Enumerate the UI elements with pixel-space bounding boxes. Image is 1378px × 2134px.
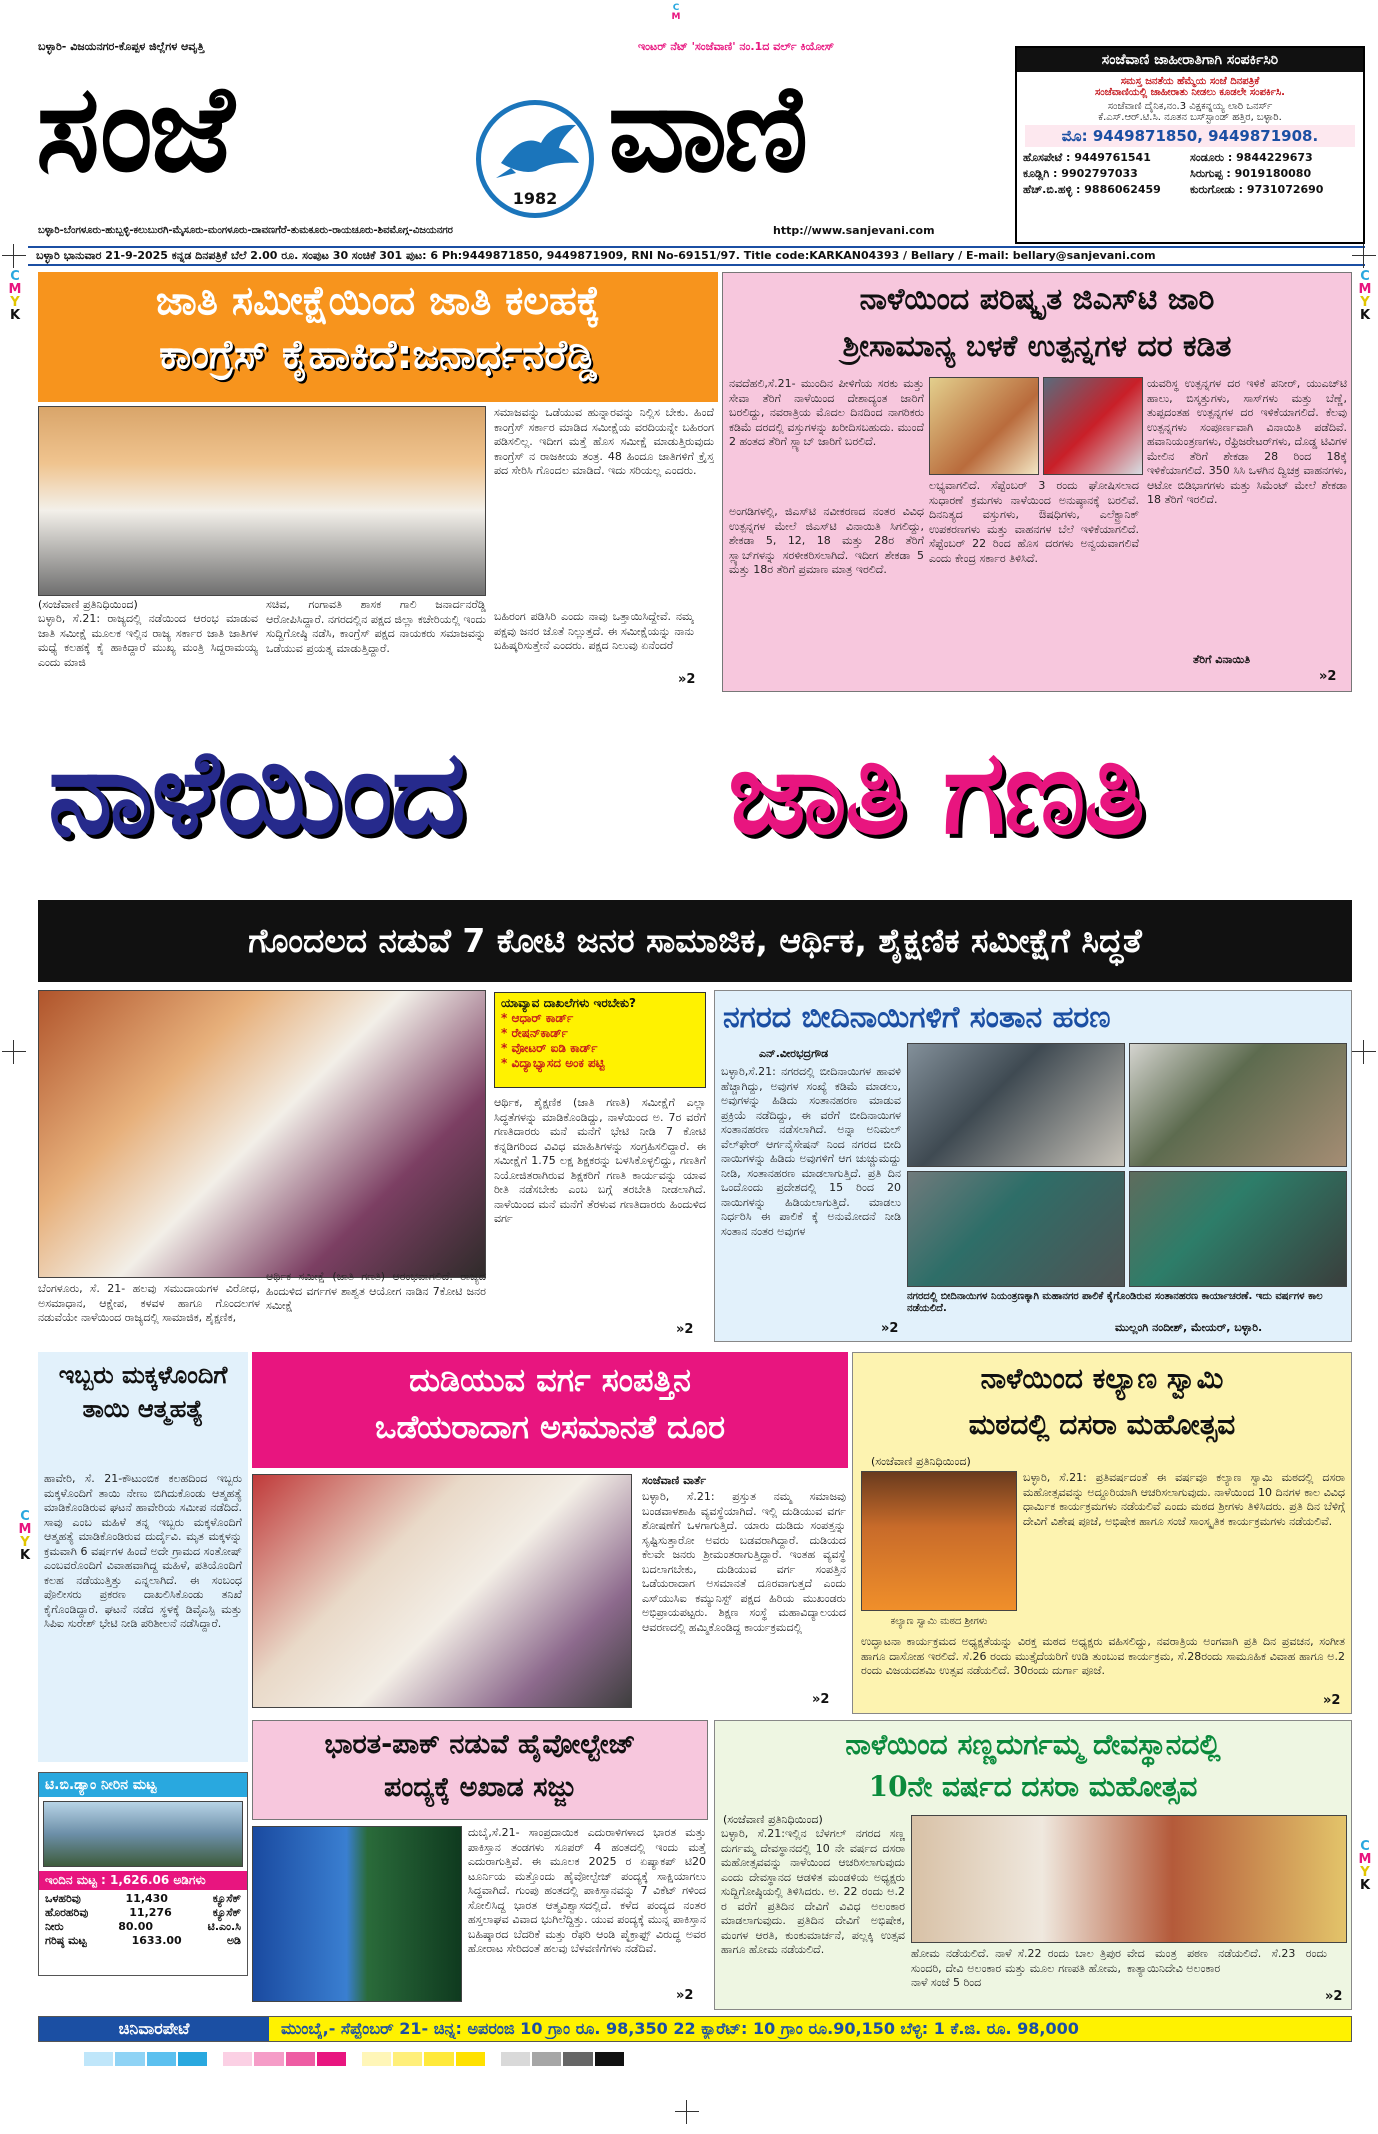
registration-mark xyxy=(675,2100,699,2124)
story1-col3: ಸಮಾಜವನ್ನು ಒಡೆಯುವ ಹುನ್ನಾರವನ್ನು ನಿಲ್ಲಿಸ ಬೇಕು. ಹಿಂದೆ ಕಾಂಗ್ರೆಸ್ ಸರ್ಕಾರ ಮಾಡಿದ ಸಮೀಕ್ಷೆಯ ವರದಿಯನ್ನೇ ಬಹಿರಂಗ ಪಡಿಸಲಿಲ್ಲ. ಇದೀಗ ಮತ್ತೆ ಹೊಸ ಸಮೀಕ್ಷೆ ಮಾಡುತ್ತಿರುವುದು ಕಾಂಗ್ರೆಸ್ ನ ರಾಜಕೀಯ ತಂತ್ರ. 48 ಹಿಂದೂ ಜಾತಿಗಳಿಗೆ ಕ್ರೈಸ್ತ ಪದ ಸೇರಿಸಿ ಗೊಂದಲ ಮಾಡಿದೆ. ಇದು ಸರಿಯಲ್ಲ ಎಂದರು. xyxy=(494,406,714,477)
speaker-photo xyxy=(252,1474,632,1708)
wealth-headline-2: ಒಡೆಯರಾದಾಗ ಅಸಮಾನತೆ ದೂರ xyxy=(374,1407,726,1446)
story2-continued: »2 xyxy=(1319,669,1337,684)
ticker-text: ಮುಂಬೈ,- ಸೆಪ್ಟೆಂಬರ್ 21- ಚಿನ್ನ: ಅಪರಂಜಿ 10 ಗ್ರಾಂ ರೂ. 98,350 22 ಕ್ಯಾರೆಟ್: 10 ಗ್ರಾಂ ರೂ.90,150 ಬೆಳ್ಳಿ: 1 ಕೆ.ಜಿ. ರೂ. 98,000 xyxy=(281,2019,1079,2038)
cricket-headline-1: ಭಾರತ-ಪಾಕ್ ನಡುವೆ ಹೈವೋಲ್ಟೇಜ್ xyxy=(324,1729,636,1760)
logo-year: 1982 xyxy=(512,189,558,208)
documents-title: ಯಾವ್ಯಾವ ದಾಖಲೆಗಳು ಇರಬೇಕು? xyxy=(501,996,637,1010)
story1-headline-1: ಜಾತಿ ಸಮೀಕ್ಷೆಯಿಂದ ಜಾತಿ ಕಲಹಕ್ಕೆ xyxy=(155,278,601,324)
crowd-photo xyxy=(1129,1043,1347,1167)
temple-source: (ಸಂಜೆವಾಣಿ ಪ್ರತಿನಿಧಿಯಿಂದ) xyxy=(723,1813,823,1826)
swami-source: (ಸಂಜೆವಾಣಿ ಪ್ರತಿನಿಧಿಯಿಂದ) xyxy=(871,1455,971,1468)
registration-mark xyxy=(1352,244,1376,268)
color-calibration-bar xyxy=(84,2052,624,2066)
swami-continued: »2 xyxy=(1323,1693,1341,1708)
cricket-body: ದುಬೈ,ಸೆ.21- ಸಾಂಪ್ರದಾಯಿಕ ಎದುರಾಳಿಗಳಾದ ಭಾರತ ಮತ್ತು ಪಾಕಿಸ್ತಾನ ತಂಡಗಳು ಸೂಪರ್ 4 ಹಂತದಲ್ಲಿ ಇಂದು ಮತ್ತೆ ಎದುರಾಗುತ್ತಿವೆ. ಈ ಮೂಲಕ 2025 ರ ಏಷ್ಯಾಕಪ್ ಟಿ20 ಟೂರ್ನಿಯ ಮತ್ತೊಂದು ಹೈವೋಲ್ಟೇಜ್ ಪಂದ್ಯಕ್ಕೆ ಸಾಕ್ಷಿಯಾಗಲು ಸಿದ್ಧವಾಗಿದೆ. ಗುಂಪು ಹಂತದಲ್ಲಿ ಪಾಕಿಸ್ತಾನವನ್ನು 7 ವಿಕೆಟ್ ಗಳಿಂದ ಸೋಲಿಸಿದ್ದ ಭಾರತ ಆತ್ಮವಿಶ್ವಾಸದಲ್ಲಿದೆ. ಕಳೆದ ಪಂದ್ಯದ ನಂತರ ಹಸ್ತಲಾಘವ ವಿವಾದ ಭುಗಿಲೆದ್ದಿತ್ತು. ಯುವ ಪಂದ್ಯಕ್ಕೆ ಮುನ್ನ ಪಾಕಿಸ್ತಾನ ಬಹಿಷ್ಕಾರದ ಬೆದರಿಕೆ ಮತ್ತು ರೆಫರಿ ಆಂಡಿ ಪೈಕ್ರಾಫ್ಟ್ ವಿರುದ್ಧ ಅವರ ಹೋರಾಟ ಸೇರಿದಂತೆ ಹಲವು ಬೆಳವಣಿಗೆಗಳು ನಡೆದಿವೆ. xyxy=(468,1826,706,1955)
ad-contact-box xyxy=(1015,46,1365,244)
masthead-cities: ಬಳ್ಳಾರಿ-ಬೆಂಗಳೂರು-ಹುಬ್ಬಳ್ಳಿ-ಕಲುಬುರಗಿ-ಮೈಸೂರು-ಮಂಗಳೂರು-ದಾವಣಗೆರೆ-ತುಮಕೂರು-ರಾಯಚೂರು-ಶಿವಮೊಗ್ಗ-ವಿಜಯನಗರ xyxy=(38,225,453,236)
suicide-headline: ಇಬ್ಬರು ಮಕ್ಕಳೊಂದಿಗೆ ತಾಯಿ ಆತ್ಮಹತ್ಯೆ xyxy=(58,1361,228,1423)
caught-dog-photo-2 xyxy=(1129,1171,1347,1287)
swami-body: ಬಳ್ಳಾರಿ, ಸೆ.21: ಪ್ರತಿವರ್ಷದಂತೆ ಈ ವರ್ಷವೂ ಕಲ್ಯಾಣ ಸ್ವಾಮಿ ಮಠದಲ್ಲಿ ದಸರಾ ಮಹೋತ್ಸವವನ್ನು ಅದ್ದೂರಿಯಾಗಿ ಆಚರಿಸಲಾಗುವುದು. ನಾಳೆಯಿಂದ 10 ದಿನಗಳ ಕಾಲ ವಿವಿಧ ಧಾರ್ಮಿಕ ಕಾರ್ಯಕ್ರಮಗಳು ನಡೆಯಲಿವೆ ಎಂದು ಮಠದ ಶ್ರೀಗಳು ತಿಳಿಸಿದರು. ಪ್ರತಿ ದಿನ ಬೆಳಿಗ್ಗೆ ದೇವಿಗೆ ವಿಶೇಷ ಪೂಜೆ, ಅಭಿಷೇಕ ಹಾಗೂ ಸಂಜೆ ಸಾಂಸ್ಕೃತಿಕ ಕಾರ್ಯಕ್ರಮಗಳು ನಡೆಯಲಿವೆ. xyxy=(1023,1471,1345,1528)
tb-dam-box xyxy=(38,1772,248,1976)
temple-headline-1: ನಾಳೆಯಿಂದ ಸಣ್ಣದುರ್ಗಮ್ಮ ದೇವಸ್ಥಾನದಲ್ಲಿ xyxy=(845,1728,1221,1761)
top-cmyk-mark: C M xyxy=(671,3,681,22)
document-item: * ಆಧಾರ್ ಕಾರ್ಡ್ xyxy=(501,1011,574,1025)
temple-continued: »2 xyxy=(1325,1989,1343,2004)
story2-col2: ಲಭ್ಯವಾಗಲಿದೆ. ಸೆಪ್ಟೆಂಬರ್ 3 ರಂದು ಘೋಷಿಸಲಾದ ಸುಧಾರಣೆ ಕ್ರಮಗಳು ನಾಳೆಯಿಂದ ಅನುಷ್ಠಾನಕ್ಕೆ ಬರಲಿವೆ. ದಿನನಿತ್ಯದ ವಸ್ತುಗಳು, ಔಷಧಿಗಳು, ಎಲೆಕ್ಟ್ರಾನಿಕ್ ಉಪಕರಣಗಳು ಮತ್ತು ವಾಹನಗಳ ಬೆಲೆ ಇಳಿಕೆಯಾಗಲಿದೆ. ಸೆಪ್ಟೆಂಬರ್ 22 ರಿಂದ ಹೊಸ ದರಗಳು ಅನ್ವಯವಾಗಲಿವೆ ಎಂದು ಕೇಂದ್ರ ಸರ್ಕಾರ ತಿಳಿಸಿದೆ. xyxy=(929,479,1139,565)
bullion-ticker xyxy=(38,2016,1352,2042)
story-kalyana-swami xyxy=(852,1352,1352,1714)
caught-dog-photo-1 xyxy=(907,1171,1125,1287)
story-durgamma-temple xyxy=(714,1720,1352,2010)
story1-caption: (ಸಂಜೆವಾಣಿ ಪ್ರತಿನಿಧಿಯಿಂದ) xyxy=(38,598,138,611)
story1-headline-2: ಕಾಂಗ್ರೆಸ್ ಕೈಹಾಕಿದೆ:ಜನಾರ್ಧನರೆಡ್ಡಿ xyxy=(159,332,597,378)
dateline-bar xyxy=(28,246,1365,266)
internet-note: ಇಂಟರ್ ನೆಟ್ 'ಸಂಜೆವಾಣಿ' ನಂ.1ದ ವರ್ಲ್ ಕಿಯೋಸ್ xyxy=(638,40,835,53)
story-gst xyxy=(722,272,1352,692)
story-caste-conflict xyxy=(38,272,718,692)
suicide-body: ಹಾವೇರಿ, ಸೆ. 21-ಕೌಟುಂಬಿಕ ಕಲಹದಿಂದ ಇಬ್ಬರು ಮಕ್ಕಳೊಂದಿಗೆ ತಾಯಿ ನೇಣು ಬಿಗಿದುಕೊಂಡು ಆತ್ಮಹತ್ಯೆ ಮಾಡಿಕೊಂಡಿರುವ ಘಟನೆ ಹಾವೇರಿಯ ಸಮೀಪ ನಡೆದಿದೆ. ಸಾವು ಎಂಬ ಮಹಿಳೆ ತನ್ನ ಇಬ್ಬರು ಮಕ್ಕಳೊಂದಿಗೆ ಆತ್ಮಹತ್ಯೆ ಮಾಡಿಕೊಂಡಿರುವ ದುರ್ದೈವಿ. ಮೃತ ಮಕ್ಕಳನ್ನು ಕ್ರಮವಾಗಿ 6 ವರ್ಷಗಳ ಹಿಂದೆ ಅದೇ ಗ್ರಾಮದ ಸಂತೋಷ್ ಎಂಬವರೊಂದಿಗೆ ವಿವಾಹವಾಗಿದ್ದ ಮಹಿಳೆ, ಪತಿಯೊಂದಿಗೆ ಕಲಹ ನಡೆಯುತ್ತಿತ್ತು ಎನ್ನಲಾಗಿದೆ. ಈ ಸಂಬಂಧ ಪೊಲೀಸರು ಪ್ರಕರಣ ದಾಖಲಿಸಿಕೊಂಡು ತನಿಖೆ ಕೈಗೊಂಡಿದ್ದಾರೆ. ಘಟನೆ ನಡೆದ ಸ್ಥಳಕ್ಕೆ ಡಿವೈಎಸ್ಪಿ ಮತ್ತು ಸಿಪಿಐ ಸುರೇಶ್ ಭೇಟಿ ನೀಡಿ ಪರಿಶೀಲನೆ ನಡೆಸಿದ್ದಾರೆ. xyxy=(44,1472,242,1630)
story1-col1: ಬಳ್ಳಾರಿ, ಸೆ.21: ರಾಜ್ಯದಲ್ಲಿ ನಡೆಯಿಂದ ಆರಂಭ ಮಾಡುವ ಜಾತಿ ಸಮೀಕ್ಷೆ ಮೂಲಕ ಇಲ್ಲಿನ ರಾಜ್ಯ ಸರ್ಕಾರ ಜಾತಿ ಜಾತಿಗಳ ಮಧ್ಯೆ ಕಲಹಕ್ಕೆ ಕೈ ಹಾಕಿದ್ದಾರೆ ಮುಖ್ಯ ಮಂತ್ರಿ ಸಿದ್ದರಾಮಯ್ಯ ಎಂದು ಮಾಜಿ xyxy=(38,612,258,669)
documents-box xyxy=(494,992,706,1088)
dateline-text: ಬಳ್ಳಾರಿ ಭಾನುವಾರ 21-9-2025 ಕನ್ನಡ ದಿನಪತ್ರಿಕೆ ಬೆಲೆ 2.00 ರೂ. ಸಂಪುಟ 30 ಸಂಚಿಕೆ 301 ಪುಟ: 6 Ph:9449871850, 9449871909, RNI No-69151/97. Title code:KARKAN04393 / Bellary / E-mail: bellary@sanjevani.com xyxy=(36,249,1156,262)
logo-emblem xyxy=(476,100,594,218)
cmyk-mark-right-mid: C M Y K xyxy=(1358,1839,1372,1893)
story1-col2: ಸಚಿವ, ಗಂಗಾವತಿ ಶಾಸಕ ಗಾಲಿ ಜನಾರ್ದನರೆಡ್ಡಿ ಆರೋಪಿಸಿದ್ದಾರೆ. ನಗರದಲ್ಲಿನ ಪಕ್ಷದ ಜಿಲ್ಲಾ ಕಚೇರಿಯಲ್ಲಿ ಇಂದು ಸುದ್ದಿಗೋಷ್ಠಿ ನಡೆಸಿ, ಕಾಂಗ್ರೆಸ್ ಪಕ್ಷದ ನಾಯಕರು ಸಮಾಜವನ್ನು ಒಡೆಯುವ ಪ್ರಯತ್ನ ಮಾಡುತ್ತಿದ್ದಾರೆ. xyxy=(266,598,486,655)
temple-body3: ವೇದ ಮಂತ್ರ ಪಠಣ ನಡೆಯಲಿದೆ. ಸೆ.23 ರಂದು ಕಾತ್ಯಾಯಿನಿದೇವಿ ಅಲಂಕಾರ xyxy=(1127,1947,1327,1975)
dogs-continued: »2 xyxy=(881,1321,899,1336)
ticker-label: ಚಿನಿವಾರಪೇಟೆ xyxy=(39,2017,269,2041)
temple-body2: ಹೋಮ ನಡೆಯಲಿದೆ. ನಾಳೆ ಸೆ.22 ರಂದು ಬಾಲ ತ್ರಿಪುರ ಸುಂದರಿ, ದೇವಿ ಅಲಂಕಾರ ಮತ್ತು ಮೂಲ ಗಣಪತಿ ಹೋಮ, ನಾಳೆ ಸಂಜೆ 5 ರಿಂದ xyxy=(911,1947,1121,1989)
ad-box-contacts xyxy=(1017,149,1363,199)
dam-row: ನೀರು 80.00 ಟಿ.ಎಂ.ಸಿ xyxy=(45,1920,241,1933)
registration-mark xyxy=(2,244,26,268)
cricket-headline-box xyxy=(252,1720,708,1820)
lead-headline-left: ನಾಳೆಯಿಂದ xyxy=(48,725,464,860)
wealth-source: ಸಂಜೆವಾಣಿ ವಾರ್ತೆ xyxy=(642,1474,707,1487)
document-item: * ವಿದ್ಯಾಭ್ಯಾಸದ ಅಂಕ ಪಟ್ಟಿ xyxy=(501,1056,605,1070)
swami-photo xyxy=(861,1471,1017,1611)
contact-item: ಸಿರುಗುಪ್ಪ : 9019180080 xyxy=(1190,167,1312,180)
registration-mark xyxy=(1352,1040,1376,1064)
story2-col1: ನವದೆಹಲಿ,ಸೆ.21- ಮುಂದಿನ ಪೀಳಿಗೆಯ ಸರಕು ಮತ್ತು ಸೇವಾ ತೆರಿಗೆ ನಾಳೆಯಿಂದ ದೇಶಾದ್ಯಂತ ಜಾರಿಗೆ ಬರಲಿದ್ದು, ನವರಾತ್ರಿಯ ಮೊದಲ ದಿನದಿಂದ ನಾಗರಿಕರು ಕಡಿಮೆ ದರದಲ್ಲಿ ವಸ್ತುಗಳನ್ನು ಖರೀದಿಸಬಹುದು. ಮುಂದೆ 2 ಹಂತದ ತೆರಿಗೆ ಸ್ಲ್ಯಾಬ್ ಜಾರಿಗೆ ಬರಲಿದೆ. xyxy=(729,377,924,448)
story-mother-suicide xyxy=(38,1352,248,1762)
lead-headline-right: ಜಾತಿ ಗಣತಿ xyxy=(728,725,1144,860)
temple-body: ಬಳ್ಳಾರಿ, ಸೆ.21:ಇಲ್ಲಿನ ಬೆಳಗಲ್ ನಗರದ ಸಣ್ಣ ದುರ್ಗಮ್ಮ ದೇವಸ್ಥಾನದಲ್ಲಿ 10 ನೇ ವರ್ಷದ ದಸರಾ ಮಹೋತ್ಸವವನ್ನು ನಾಳೆಯಿಂದ ಆಚರಿಸಲಾಗುವುದು ಎಂದು ದೇವಸ್ಥಾನದ ಆಡಳಿತ ಮಂಡಳಿಯ ಅಧ್ಯಕ್ಷರು ಸುದ್ದಿಗೋಷ್ಠಿಯಲ್ಲಿ ತಿಳಿಸಿದರು. ಅ. 22 ರಂದು ಅ.2 ರ ವರೆಗೆ ಪ್ರತಿದಿನ ದೇವಿಗೆ ವಿವಿಧ ಅಲಂಕಾರ ಮಾಡಲಾಗುವುದು. ಪ್ರತಿದಿನ ದೇವಿಗೆ ಅಭಿಷೇಕ, ಮಂಗಳ ಆರತಿ, ಕುಂಕುಮಾರ್ಚನೆ, ಪಲ್ಲಕ್ಕಿ ಉತ್ಸವ ಹಾಗೂ ಹೋಮ ನಡೆಯಲಿದೆ. xyxy=(721,1827,905,1956)
ad-box-mobile: ಮೊ: 9449871850, 9449871908. xyxy=(1025,125,1355,147)
temple-headline-2: 10ನೇ ವರ್ಷದ ದಸರಾ ಮಹೋತ್ಸವ xyxy=(868,1770,1198,1804)
dam-photo xyxy=(43,1801,243,1867)
contact-item: ಹೆಚ್.ಬಿ.ಹಳ್ಳಿ : 9886062459 xyxy=(1023,183,1161,196)
story1-col4: ಬಹಿರಂಗ ಪಡಿಸಿರಿ ಎಂದು ನಾವು ಒತ್ತಾಯಿಸಿದ್ದೇವೆ. ನಮ್ಮ ಪಕ್ಷವು ಜನರ ಜೊತೆ ನಿಲ್ಲುತ್ತದೆ. ಈ ಸಮೀಕ್ಷೆಯನ್ನು ನಾನು ಬಹಿಷ್ಕರಿಸುತ್ತೇನೆ ಎಂದರು. ಪಕ್ಷದ ನಿಲುವು ಏನೆಂದರೆ xyxy=(494,610,694,652)
wealth-headline-box xyxy=(252,1352,848,1468)
dam-level: ಇಂದಿನ ಮಟ್ಟ : 1,626.06 ಅಡಿಗಳು xyxy=(39,1871,247,1890)
dam-rows xyxy=(39,1890,247,1950)
story2-col1b: ಅಂಗಡಿಗಳಲ್ಲಿ, ಜಿಎಸ್‌ಟಿ ನವೀಕರಣದ ನಂತರ ವಿವಿಧ ಉತ್ಪನ್ನಗಳ ಮೇಲೆ ಜಿಎಸ್‌ಟಿ ವಿನಾಯಿತಿ ಸಿಗಲಿದ್ದು, ಶೇಕಡಾ 5, 12, 18 ಮತ್ತು 28ರ ತೆರಿಗೆ ಸ್ಲ್ಯಾಬ್‌ಗಳನ್ನು ಸರಳೀಕರಿಸಲಾಗಿದೆ. ಇದೀಗ ಶೇಕಡಾ 5 ಮತ್ತು 18ರ ತೆರಿಗೆ ಪ್ರಮಾಣ ಮಾತ್ರ ಇರಲಿದೆ. xyxy=(729,505,924,576)
ad-box-line1: ಸಮಸ್ತ ಜನತೆಯ ಹೆಮ್ಮೆಯ ಸಂಜೆ ದಿನಪತ್ರಿಕೆ xyxy=(1120,76,1260,87)
story2-col3: ಯವರಿಸ್ಥ ಉತ್ಪನ್ನಗಳ ದರ ಇಳಿಕೆ ಪನೀರ್, ಯುಎಚ್‌ಟಿ ಹಾಲು, ಬಿಸ್ಕತ್ತುಗಳು, ಸಾಸ್‌ಗಳು ಮತ್ತು ಬೆಣ್ಣೆ, ತುಪ್ಪದಂತಹ ಉತ್ಪನ್ನಗಳ ದರ ಇಳಿಕೆಯಾಗಲಿದೆ. ಕೆಲವು ಉತ್ಪನ್ನಗಳು ಸಂಪೂರ್ಣವಾಗಿ ವಿನಾಯಿತಿ ಪಡೆದಿವೆ. ಹವಾನಿಯಂತ್ರಣಗಳು, ರೆಫ್ರಿಜರೇಟರ್‌ಗಳು, ದೊಡ್ಡ ಟಿವಿಗಳ ಮೇಲಿನ ತೆರಿಗೆ ಶೇಕಡಾ 28 ರಿಂದ 18ಕ್ಕೆ ಇಳಿಕೆಯಾಗಲಿದೆ. 350 ಸಿಸಿ ಒಳಗಿನ ದ್ವಿಚಕ್ರ ವಾಹನಗಳು, ಆಟೋ ಬಿಡಿಭಾಗಗಳು ಮತ್ತು ಸಿಮೆಂಟ್ ಮೇಲೆ ಶೇಕಡಾ 18 ತೆರಿಗೆ ಇರಲಿದೆ. xyxy=(1147,377,1347,506)
wealth-headline-1: ದುಡಿಯುವ ವರ್ಗ ಸಂಪತ್ತಿನ xyxy=(409,1361,691,1399)
lead-col3: ಆರ್ಥಿಕ, ಶೈಕ್ಷಣಿಕ (ಜಾತಿ ಗಣತಿ) ಸಮೀಕ್ಷೆಗೆ ಎಲ್ಲಾ ಸಿದ್ಧತೆಗಳನ್ನು ಮಾಡಿಕೊಂಡಿದ್ದು, ನಾಳೆಯಿಂದ ಅ. 7ರ ವರೆಗೆ ಗಣತಿದಾರರು ಮನೆ ಮನೆಗೆ ಭೇಟಿ ನೀಡಿ 7 ಕೋಟಿ ಕನ್ನಡಿಗರಿಂದ ವಿವಿಧ ಮಾಹಿತಿಗಳನ್ನು ಸಂಗ್ರಹಿಸಲಿದ್ದಾರೆ. ಈ ಸಮೀಕ್ಷೆಗೆ 1.75 ಲಕ್ಷ ಶಿಕ್ಷಕರನ್ನು ಬಳಸಿಕೊಳ್ಳಲಿದ್ದು, ಗಣತಿಗೆ ನಿಯೋಜಿತರಾಗಿರುವ ಶಿಕ್ಷಕರಿಗೆ ಗಣತಿ ಕಾರ್ಯವನ್ನು ಯಾವ ರೀತಿ ನಡೆಸಬೇಕು ಎಂಬ ಬಗ್ಗೆ ತರಬೇತಿ ನೀಡಲಾಗಿದೆ. ನಾಳೆಯಿಂದ ಮನೆ ಮನೆಗೆ ತೆರಳುವ ಗಣತಿದಾರರು ಹಿಂದುಳಿದ ವರ್ಗ xyxy=(494,1096,706,1225)
registration-mark xyxy=(2,1040,26,1064)
survey-photo xyxy=(38,990,486,1278)
contact-item: ಕುರುಗೋಡು : 9731072690 xyxy=(1190,183,1324,196)
story-street-dogs xyxy=(714,990,1352,1342)
story-working-class xyxy=(252,1352,848,1714)
dogs-byline: ಎನ್.ವೀರಭದ್ರಗೌಡ xyxy=(759,1047,829,1060)
lead-continued: »2 xyxy=(676,1322,694,1337)
contact-item: ಕೂಡ್ಲಿಗಿ : 9902797033 xyxy=(1023,167,1138,180)
document-item: * ರೇಷನ್‌ಕಾರ್ಡ್ xyxy=(501,1026,568,1040)
dogs-headline: ನಗರದ ಬೀದಿನಾಯಿಗಳಿಗೆ ಸಂತಾನ ಹರಣ xyxy=(723,1000,1111,1035)
story2-headline-1: ನಾಳೆಯಿಂದ ಪರಿಷ್ಕೃತ ಜಿಎಸ್‌ಟಿ ಜಾರಿ xyxy=(859,282,1215,317)
gst-shop-photo xyxy=(929,377,1039,475)
contact-item: ಹೊಸಪೇಟೆ : 9449761541 xyxy=(1023,151,1151,164)
story2-byline: ತೆರಿಗೆ ವಿನಾಯಿತಿ xyxy=(1193,653,1251,666)
lead-subhead: ಗೊಂದಲದ ನಡುವೆ 7 ಕೋಟಿ ಜನರ ಸಾಮಾಜಿಕ, ಆರ್ಥಿಕ, ಶೈಕ್ಷಣಿಕ ಸಮೀಕ್ಷೆಗೆ ಸಿದ್ಧತೆ xyxy=(248,921,1142,960)
region-label: ಬಳ್ಳಾರಿ- ವಿಜಯನಗರ-ಕೊಪ್ಪಳ ಜಿಲ್ಲೆಗಳ ಆವೃತ್ತಿ xyxy=(38,40,205,53)
story-india-pak xyxy=(252,1720,708,2010)
masthead-title-left: ಸಂಜೆ xyxy=(36,58,231,199)
wealth-continued: »2 xyxy=(812,1692,830,1707)
dam-row: ಗರಿಷ್ಠ ಮಟ್ಟ 1633.00 ಅಡಿ xyxy=(45,1934,241,1947)
dogs-caption-by: ಮುಲ್ಲಂಗಿ ನಂದೀಶ್, ಮೇಯರ್, ಬಳ್ಳಾರಿ. xyxy=(1115,1321,1263,1334)
dove-icon xyxy=(481,113,589,193)
dog-catchers-photo xyxy=(907,1043,1125,1167)
lead-subhead-bar xyxy=(38,900,1352,982)
press-meet-photo xyxy=(38,406,486,596)
story2-headline-2: ಶ್ರೀಸಾಮಾನ್ಯ ಬಳಕೆ ಉತ್ಪನ್ನಗಳ ದರ ಕಡಿತ xyxy=(842,328,1232,364)
temple-press-photo xyxy=(911,1815,1347,1943)
masthead-title-right: ವಾಣಿ xyxy=(608,58,805,199)
ad-box-line2: ಸಂಜೆವಾಣಿಯಲ್ಲಿ ಜಾಹೀರಾತು ನೀಡಲು ಕೂಡಲೇ ಸಂಪರ್ಕಿಸಿ. xyxy=(1095,87,1285,98)
cricket-continued: »2 xyxy=(676,1988,694,2003)
cmyk-mark-left-top: C M Y K xyxy=(8,269,22,323)
ad-box-title: ಸಂಜೆವಾಣಿ ಜಾಹೀರಾತಿಗಾಗಿ ಸಂಪರ್ಕಿಸಿರಿ xyxy=(1017,48,1363,72)
website-link[interactable]: http://www.sanjevani.com xyxy=(773,224,935,237)
ad-box-line3: ಸಂಜೆವಾಣಿ ದೈನಿಕ,ನಂ.3 ವಿಕ್ಷಕನ್ನಯ್ಯ ಲಾರಿ ಒನರ್ಸ್ xyxy=(1107,101,1273,112)
dam-row: ಒಳಹರಿವು 11,430 ಕ್ಯೂಸೆಕ್ xyxy=(45,1892,241,1905)
wealth-body: ಬಳ್ಳಾರಿ, ಸೆ.21: ಪ್ರಸ್ತುತ ನಮ್ಮ ಸಮಾಜವು ಬಂಡವಾಳಶಾಹಿ ವ್ಯವಸ್ಥೆಯಾಗಿದೆ. ಇಲ್ಲಿ ದುಡಿಯುವ ವರ್ಗ ಶೋಷಣೆಗೆ ಒಳಗಾಗುತ್ತಿದೆ. ಯಾರು ದುಡಿದು ಸಂಪತ್ತನ್ನು ಸೃಷ್ಟಿಸುತ್ತಾರೋ ಅವರು ಬಡವರಾಗಿದ್ದಾರೆ. ದುಡಿಯದ ಕೆಲವೇ ಜನರು ಶ್ರೀಮಂತರಾಗುತ್ತಿದ್ದಾರೆ. ಇಂತಹ ವ್ಯವಸ್ಥೆ ಬದಲಾಗಬೇಕು, ದುಡಿಯುವ ವರ್ಗ ಸಂಪತ್ತಿನ ಒಡೆಯರಾದಾಗ ಅಸಮಾನತೆ ದೂರವಾಗುತ್ತದೆ ಎಂದು ಎಸ್‌ಯುಸಿಐ ಕಮ್ಯುನಿಸ್ಟ್ ಪಕ್ಷದ ಹಿರಿಯ ಮುಖಂಡರು ಅಭಿಪ್ರಾಯಪಟ್ಟರು. ಶಿಕ್ಷಣ ಸಂಸ್ಥೆ ಮಹಾವಿದ್ಯಾಲಯದ ಆವರಣದಲ್ಲಿ ಹಮ್ಮಿಕೊಂಡಿದ್ದ ಕಾರ್ಯಕ್ರಮದಲ್ಲಿ xyxy=(642,1490,846,1634)
lead-headline xyxy=(38,698,1352,898)
story1-headline-box xyxy=(38,272,718,402)
cmyk-mark-left-mid: C M Y K xyxy=(18,1509,32,1563)
swami-headline-1: ನಾಳೆಯಿಂದ ಕಲ್ಯಾಣ ಸ್ವಾಮಿ xyxy=(980,1362,1224,1395)
lead-col2: ಆರ್ಥಿಕ ಸಮೀಕ್ಷೆ (ಜಾತಿ ಗಣತಿ) ಆರಂಭವಾಗಲಿದೆ. ರಾಜ್ಯದ ಹಿಂದುಳಿದ ವರ್ಗಗಳ ಶಾಶ್ವತ ಆಯೋಗ ನಾಡಿನ 7ಕೋಟಿ ಜನರ ಸಮೀಕ್ಷೆ xyxy=(266,1270,486,1312)
dogs-caption: ನಗರದಲ್ಲಿ ಬೀದಿನಾಯಿಗಳ ನಿಯಂತ್ರಣಕ್ಕಾಗಿ ಮಹಾನಗರ ಪಾಲಿಕೆ ಕೈಗೊಂಡಿರುವ ಸಂತಾನಹರಣ ಕಾರ್ಯಾಚರಣೆ. ಇದು ವರ್ಷಗಳ ಕಾಲ ನಡೆಯಲಿದೆ. xyxy=(907,1291,1323,1314)
lead-col1: ಬೆಂಗಳೂರು, ಸೆ. 21- ಹಲವು ಸಮುದಾಯಗಳ ವಿರೋಧ, ಅಸಮಾಧಾನ, ಆಕ್ಷೇಪ, ಕಳವಳ ಹಾಗೂ ಗೊಂದಲಗಳ ನಡುವೆಯೇ ನಾಳೆಯಿಂದ ರಾಜ್ಯದಲ್ಲಿ ಸಾಮಾಜಿಕ, ಶೈಕ್ಷಣಿಕ, xyxy=(38,1282,260,1324)
story1-continued: »2 xyxy=(678,672,696,687)
cricket-captains-photo xyxy=(252,1826,462,2002)
cricket-headline-2: ಪಂದ್ಯಕ್ಕೆ ಅಖಾಡ ಸಜ್ಜು xyxy=(383,1772,577,1804)
masthead xyxy=(28,34,1008,244)
dam-title: ಟಿ.ಬಿ.ಡ್ಯಾಂ ನೀರಿನ ಮಟ್ಟ xyxy=(39,1773,247,1797)
gst-car-photo xyxy=(1043,377,1143,475)
document-item: * ವೋಟರ್ ಐಡಿ ಕಾರ್ಡ್ xyxy=(501,1041,598,1055)
ad-box-line4: ಕೆ.ಎಸ್.ಆರ್.ಟಿ.ಸಿ. ನೂತನ ಬಸ್‌ಸ್ಟಾಂಡ್ ಹತ್ತಿರ, ಬಳ್ಳಾರಿ. xyxy=(1098,112,1282,123)
swami-headline-2: ಮಠದಲ್ಲಿ ದಸರಾ ಮಹೋತ್ಸವ xyxy=(968,1408,1236,1442)
cmyk-mark-right-top: C M Y K xyxy=(1358,269,1372,323)
swami-body2: ಉದ್ಘಾಟನಾ ಕಾರ್ಯಕ್ರಮದ ಅಧ್ಯಕ್ಷತೆಯನ್ನು ವಿರಕ್ತ ಮಠದ ಅಧ್ಯಕ್ಷರು ವಹಿಸಲಿದ್ದು, ನವರಾತ್ರಿಯ ಅಂಗವಾಗಿ ಪ್ರತಿ ದಿನ ಪ್ರವಚನ, ಸಂಗೀತ ಹಾಗೂ ದಾಸೋಹ ಇರಲಿದೆ. ಸೆ.26 ರಂದು ಮುತ್ತೈದೆಯರಿಗೆ ಉಡಿ ತುಂಬುವ ಕಾರ್ಯಕ್ರಮ, ಸೆ.28ರಂದು ಸಾಮೂಹಿಕ ವಿವಾಹ ಹಾಗೂ ಅ.2 ರಂದು ವಿಜಯದಶಮಿ ಉತ್ಸವ ನಡೆಯಲಿದೆ. 30ರಂದು ದುರ್ಗಾ ಪೂಜೆ. xyxy=(861,1635,1345,1677)
dogs-body: ಬಳ್ಳಾರಿ,ಸೆ.21: ನಗರದಲ್ಲಿ ಬೀದಿನಾಯಿಗಳ ಹಾವಳಿ ಹೆಚ್ಚಾಗಿದ್ದು, ಅವುಗಳ ಸಂಖ್ಯೆ ಕಡಿಮೆ ಮಾಡಲು, ಅವುಗಳನ್ನು ಹಿಡಿದು ಸಂತಾನಹರಣ ಮಾಡುವ ಪ್ರಕ್ರಿಯೆ ನಡೆದಿದ್ದು, ಈ ವರೆಗೆ ಬೀದಿನಾಯಿಗಳ ಸಂತಾನಹರಣ ನಡೆಸಲಾಗಿದೆ. ಅನ್ನಾ ಅನಿಮಲ್ ವೆಲ್‌ಫೇರ್ ಆರ್ಗನೈಸೇಷನ್ ನಿಂದ ನಗರದ ಬೀದಿ ನಾಯಿಗಳನ್ನು ಹಿಡಿದು ಅವುಗಳಿಗೆ ಆಗ ಚುಚ್ಚುಮದ್ದು ನೀಡಿ, ಸಂತಾನಹರಣ ಮಾಡಲಾಗುತ್ತಿದೆ. ಪ್ರತಿ ದಿನ ಒಂದೊಂದು ಪ್ರದೇಶದಲ್ಲಿ 15 ರಿಂದ 20 ನಾಯಿಗಳನ್ನು ಹಿಡಿಯಲಾಗುತ್ತಿದೆ. ಮಾಡಲು ನಿರ್ಧರಿಸಿ ಈ ಪಾಲಿಕೆ ಕ್ಕೆ ಅನುಮೋದನೆ ನೀಡಿ ಸಂತಾನ ನಂತರ ಅವುಗಳ xyxy=(721,1065,901,1238)
dam-row: ಹೊರಹರಿವು 11,276 ಕ್ಯೂಸೆಕ್ xyxy=(45,1906,241,1919)
swami-photo-caption: ಕಲ್ಯಾಣ ಸ್ವಾಮಿ ಮಠದ ಶ್ರೀಗಳು xyxy=(890,1616,988,1627)
contact-item: ಸಂಡೂರು : 9844229673 xyxy=(1190,151,1313,164)
